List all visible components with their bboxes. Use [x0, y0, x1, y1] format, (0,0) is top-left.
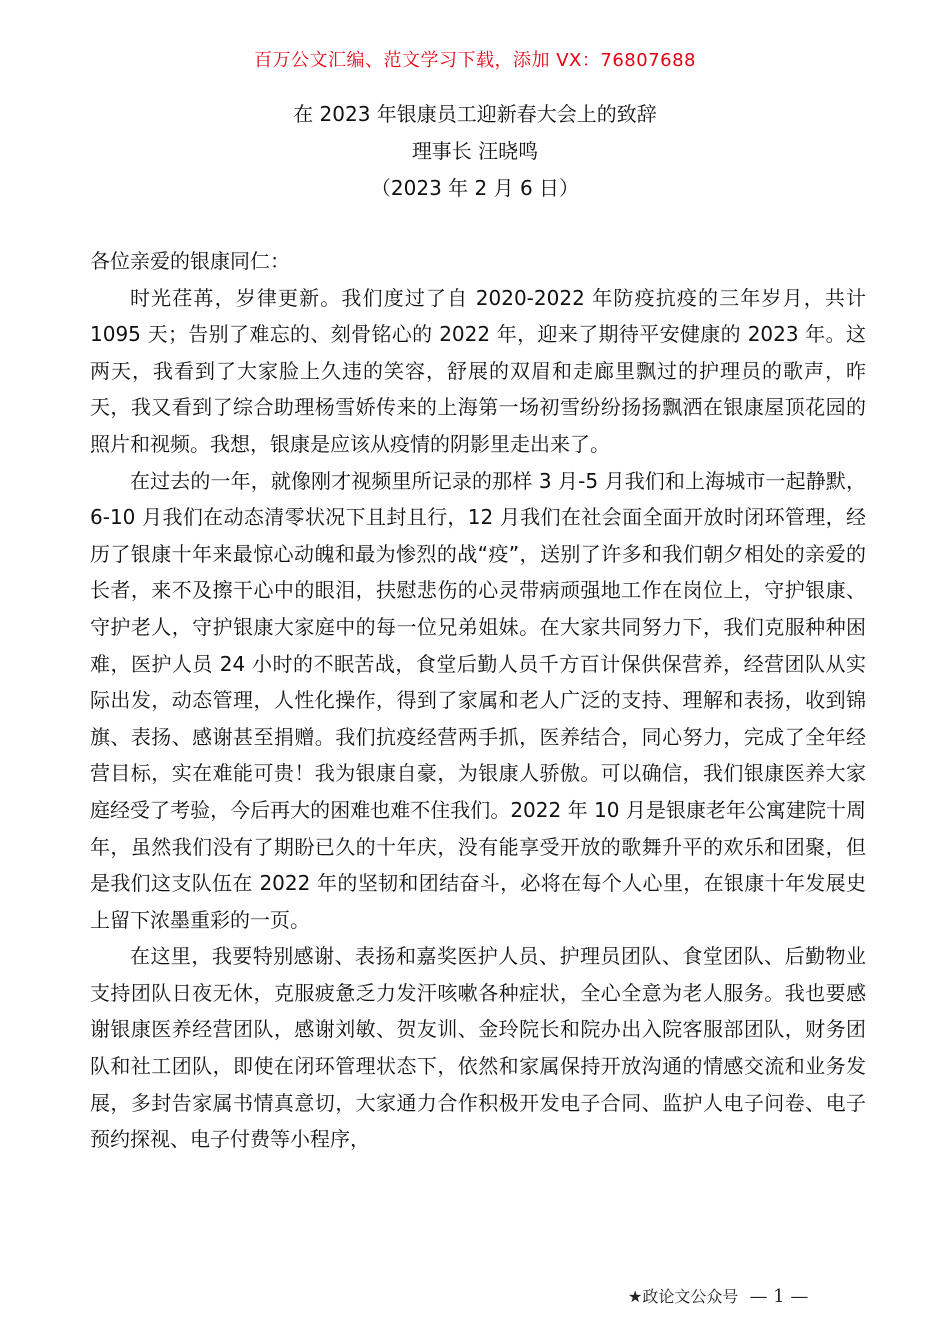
footer-source: ★政论文公众号 — [628, 1287, 739, 1306]
page-footer — [628, 1284, 808, 1307]
paragraph-1: 时光荏苒，岁律更新。我们度过了自 2020-2022 年防疫抗疫的三年岁月，共计 1095 天；告别了难忘的、刻骨铭心的 2022 年，迎来了期待平安健康的 2023 年。这两天，我看到了大家脸上久违的笑容，舒展的双眉和走廊里飘过的护理员的歌声，昨天，我又看到了综合助理杨雪娇传来的上海第一场初雪纷纷扬扬飘洒在银康屋顶花园的照片和视频。我想，银康是应该从疫情的阴影里走出来了。 — [90, 285, 866, 456]
author-line: 理事长 汪晓鸣 — [411, 139, 539, 163]
document-title: 在 2023 年银康员工迎新春大会上的致辞 — [293, 102, 657, 126]
body-text — [90, 243, 866, 1158]
title-block — [0, 96, 950, 207]
paragraph-3: 在这里，我要特别感谢、表扬和嘉奖医护人员、护理员团队、食堂团队、后勤物业支持团队日夜无休，克服疲惫乏力发汗咳嗽各种症状，全心全意为老人服务。我也要感谢银康医养经营团队，感谢刘敏、贺友训、金玲院长和院办出入院客服部团队，财务团队和社工团队，即使在闭环管理状态下，依然和家属保持开放沟通的情感交流和业务发展，多封告家属书情真意切，大家通力合作积极开发电子合同、监护人电子问卷、电子预约探视、电子付费等小程序， — [90, 944, 866, 1152]
paragraph-2: 在过去的一年，就像刚才视频里所记录的那样 3 月-5 月我们和上海城市一起静默，6-10 月我们在动态清零状况下且封且行，12 月我们在社会面全面开放时闭环管理，经历了银康十年来最惊心动魄和最为惨烈的战“疫”，送别了许多和我们朝夕相处的亲爱的长者，来不及擦干心中的眼泪，扶慰悲伤的心灵带病顽强地工作在岗位上，守护银康、守护老人，守护银康大家庭中的每一位兄弟姐妹。在大家共同努力下，我们克服种种困难，医护人员 24 小时的不眠苦战，食堂后勤人员千方百计保供保营养，经营团队从实际出发，动态管理，人性化操作，得到了家属和老人广泛的支持、理解和表扬，收到锦旗、表扬、感谢甚至捐赠。我们抗疫经营两手抓，医养结合，同心努力，完成了全年经营目标，实在难能可贵！我为银康自豪，为银康人骄傲。可以确信，我们银康医养大家庭经受了考验，今后再大的困难也难不住我们。2022 年 10 月是银康老年公寓建院十周年，虽然我们没有了期盼已久的十年庆，没有能享受开放的歌舞升平的欢乐和团聚，但是我们这支队伍在 2022 年的坚韧和团结奋斗，必将在每个人心里，在银康十年发展史上留下浓墨重彩的一页。 — [90, 468, 866, 932]
page-number: — 1 — — [749, 1286, 809, 1307]
salutation: 各位亲爱的银康同仁： — [90, 249, 290, 273]
header-banner: 百万公文汇编、范文学习下载，添加 VX：76807688 — [254, 50, 696, 71]
date-line: （2023 年 2 月 6 日） — [370, 176, 580, 200]
